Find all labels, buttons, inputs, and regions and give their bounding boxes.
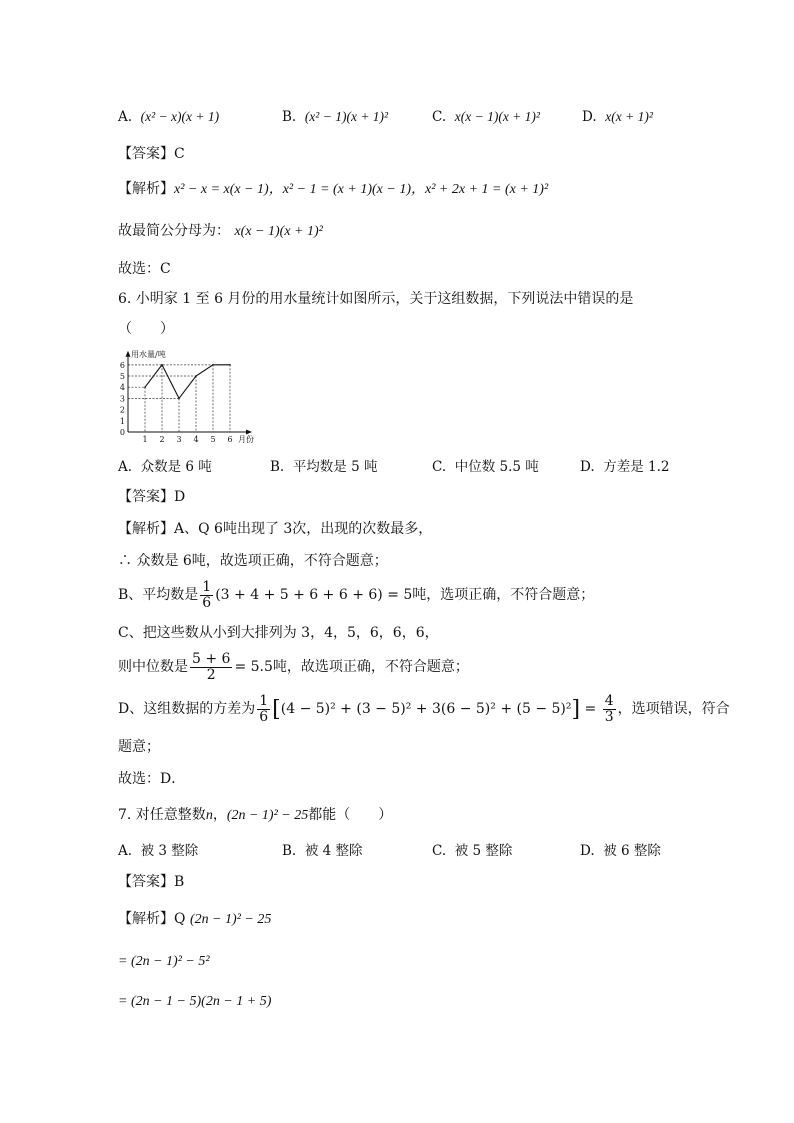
q5-conclusion-expr: x(x − 1)(x + 1)² [234,224,323,239]
q5-choose: 故选：C [118,261,171,277]
q6-option-a: A. 众数是 6 吨 [118,459,212,475]
y-tick-5: 5 [119,372,125,381]
q5-option-c: C. x(x − 1)(x + 1)² [432,109,540,125]
q6-d-expr: (4 − 5)² + (3 − 5)² + 3(6 − 5)² + (5 − 5)² [280,701,572,717]
q7-option-a: A. 被 3 整除 [118,843,199,859]
q6-stem: 6. 小明家 1 至 6 月份的用水量统计如图所示，关于这组数据，下列说法中错误的是 [118,291,634,307]
data-point-6 [229,364,231,366]
q6-solution-a1: 【解析】A、Q 6吨出现了 3次，出现的次数最多， [118,521,433,537]
water-usage-chart [116,344,276,446]
y-tick-6: 6 [119,360,125,370]
x-axis-label: 月份 [238,435,254,444]
x-tick-2: 2 [159,435,165,444]
q6-solution-c1: C、把这些数从小到大排列为 3，4，5，6，6，6， [118,625,439,641]
q6-solution-d: D、这组数据的方差为 $\frac{1}{6}$ [(4 − 5)² + (3 − 5)² + 3(6 − 5)² + (5 − 5)²] = $\frac{4}{3}$ ，选项错误，符合 [118,692,730,725]
q6-c-expr: = 5.5 [234,659,273,675]
q7-option-d: D. 被 6 整除 [580,843,661,859]
x-tick-6: 6 [227,435,233,444]
q6-c-frac-den: 2 [206,666,216,683]
q6-option-c: C. 中位数 5.5 吨 [432,459,539,475]
q5-conclusion [118,222,323,241]
q6-solution-c2: 则中位数是 $\frac{5 + 6}{2}$ = 5.5吨，故选项正确，不符合题意； [118,650,469,683]
q6-b-expr: (3 + 4 + 5 + 6 + 6 + 6) = 5 [215,587,413,603]
chart-series [144,364,231,399]
q5-option-a-expr: (x² − x)(x + 1) [140,109,220,124]
x-tick-5: 5 [210,435,216,444]
q6-solution-b: B、平均数是 $\frac{1}{6}$ (3 + 4 + 5 + 6 + 6 + 6) = 5吨，选项正确，不符合题意； [118,578,595,611]
x-tick-3: 3 [176,435,182,444]
y-tick-3: 3 [119,394,125,404]
chart-labels [120,349,254,444]
data-point-4 [195,375,197,377]
q7-solution-1-expr: (2n − 1)² − 25 [189,912,272,927]
data-point-5 [212,364,214,366]
q5-analysis [118,180,548,199]
q5-conclusion-text: 故最简公分母为： [118,223,230,239]
q7-solution-1: 【解析】Q (2n − 1)² − 25 [118,911,272,927]
q6-d-frac-den: 6 [259,708,269,725]
origin-label: 0 [119,428,125,437]
q5-option-a: A. (x² − x)(x + 1) [118,109,220,125]
data-point-2 [161,364,163,366]
chart-axes [126,351,253,435]
x-axis-arrow [246,430,252,435]
q5-option-b-expr: (x² − 1)(x + 1)² [304,109,389,124]
q6-solution-a2: ∴ 众数是 6吨，故选项正确，不符合题意； [118,553,388,569]
q6-choose: 故选：D． [118,771,186,787]
y-axis-arrow [126,351,131,357]
series-line [145,365,230,399]
q6-d-frac2-num: 4 [604,692,614,709]
q5-option-b: B. (x² − 1)(x + 1)² [282,109,389,125]
q6-c-frac-num: 5 + 6 [192,650,231,667]
y-axis-label: 用水量/吨 [131,349,166,359]
q7-stem: 7. 对任意整数n，(2n − 1)² − 25都能（ ） [118,807,393,823]
y-tick-4: 4 [119,383,125,393]
q5-analysis-label: 【解析】 [118,181,174,197]
y-tick-1: 1 [119,416,125,426]
q7-solution-2: = (2n − 1)² − 5² [118,954,210,969]
y-tick-2: 2 [119,405,125,415]
q6-d-frac2-den: 3 [604,708,614,725]
data-point-1 [144,386,146,388]
q5-option-d: D. x(x + 1)² [582,109,653,125]
q7-answer: 【答案】B [118,874,185,890]
q5-option-d-expr: x(x + 1)² [605,109,653,124]
q6-blank: （ ） [118,321,174,337]
q6-d-frac-num: 1 [259,692,269,709]
q5-answer: 【答案】C [118,146,185,162]
q6-answer: 【答案】D [118,489,186,505]
q7-solution-3: = (2n − 1 − 5)(2n − 1 + 5) [118,994,272,1009]
q6-option-b: B. 平均数是 5 吨 [270,459,378,475]
q7-option-c: C. 被 5 整除 [432,843,513,859]
q6-b-frac-num: 1 [202,578,212,595]
q7-option-b: B. 被 4 整除 [282,843,363,859]
data-point-3 [178,398,180,400]
q5-analysis-expr: x² − x = x(x − 1)，x² − 1 = (x + 1)(x − 1)，x² + 2x + 1 = (x + 1)² [174,182,549,197]
q7-stem-var: n [205,808,213,823]
q5-option-c-expr: x(x − 1)(x + 1)² [454,109,540,124]
x-tick-1: 1 [142,435,148,444]
q6-b-frac-den: 6 [202,594,212,611]
x-tick-4: 4 [193,435,199,444]
q7-stem-expr: (2n − 1)² − 25 [226,808,309,823]
q6-option-d: D. 方差是 1.2 [580,459,670,475]
q6-solution-d2: 题意； [118,739,160,755]
